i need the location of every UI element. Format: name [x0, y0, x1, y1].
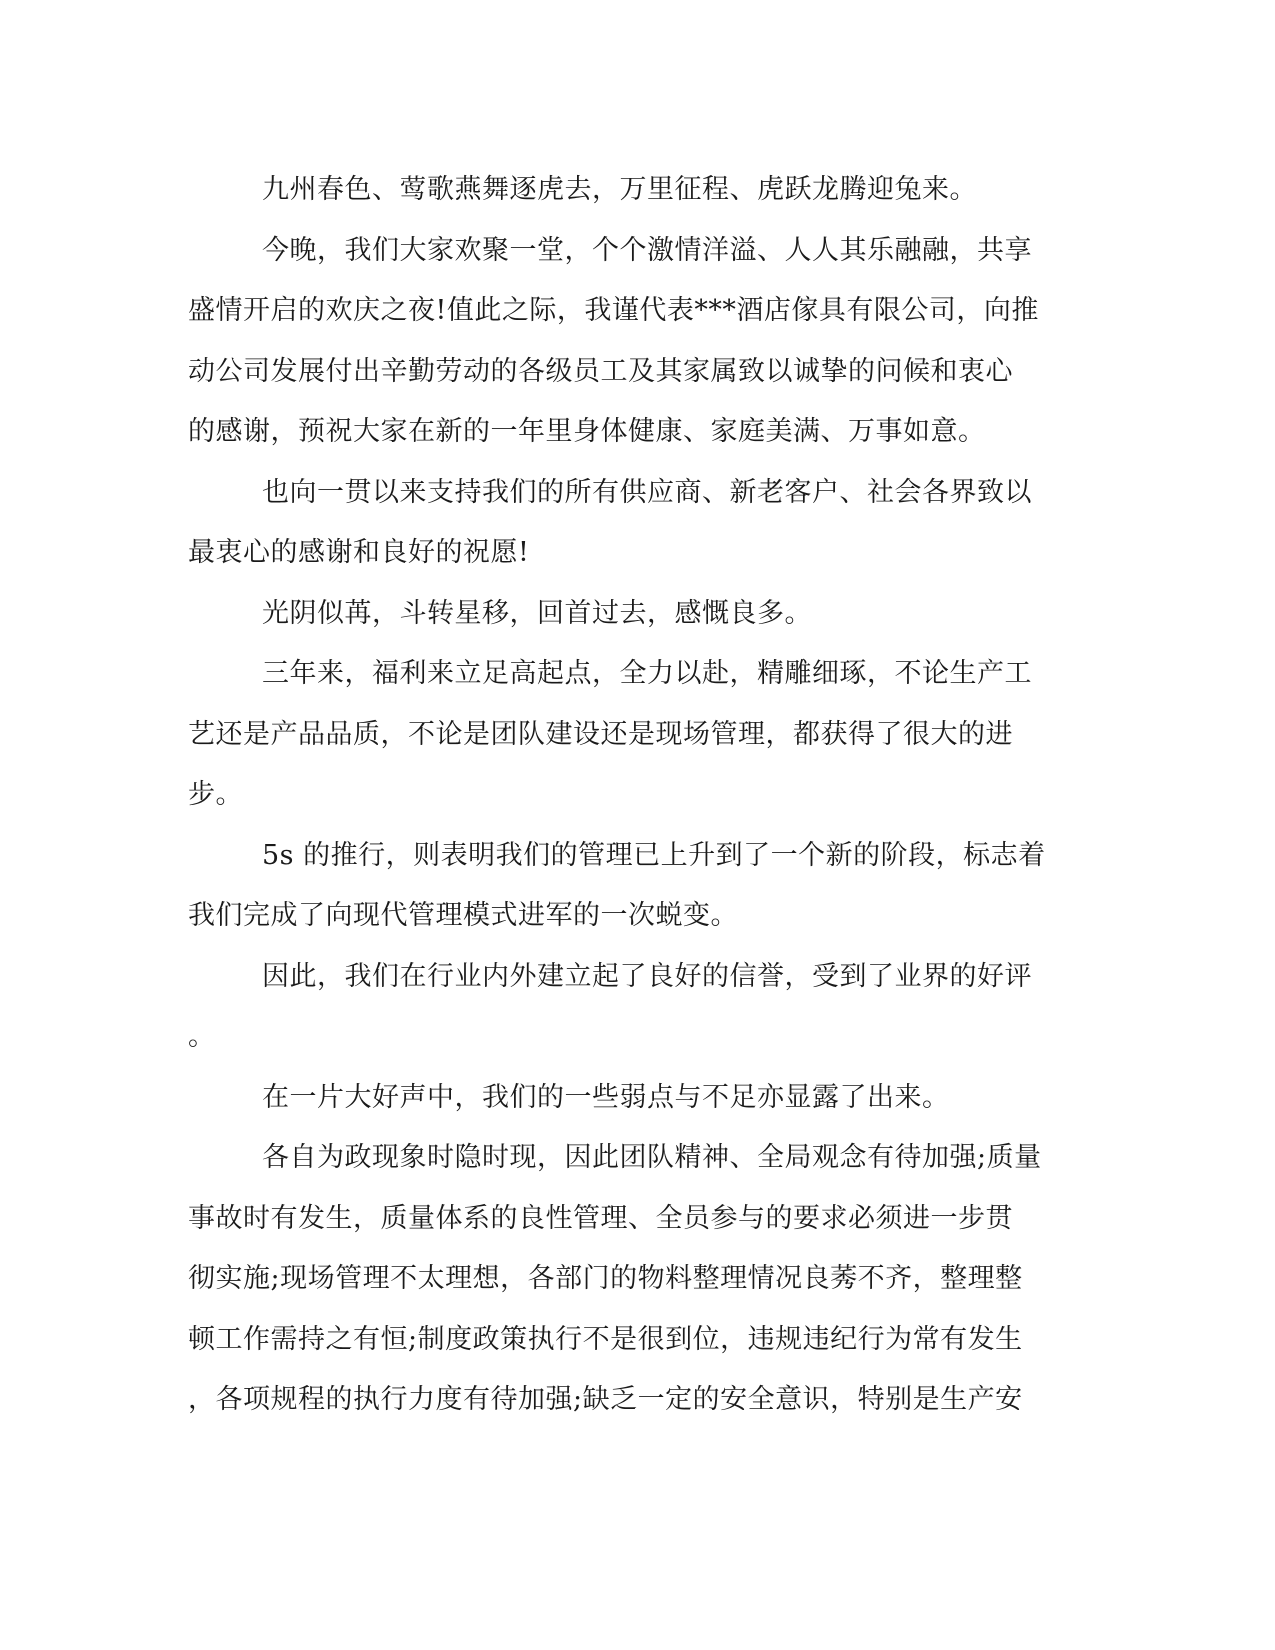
text-line: ，各项规程的执行力度有待加强;缺乏一定的安全意识，特别是生产安 — [188, 1384, 1023, 1415]
paragraph-2 — [188, 221, 1088, 463]
text-line: 。 — [188, 1021, 216, 1052]
text-line: 顿工作需持之有恒;制度政策执行不是很到位，违规违纪行为常有发生 — [188, 1323, 1023, 1355]
text-line: 今晚，我们大家欢聚一堂，个个激情洋溢、人人其乐融融，共享 — [262, 234, 1032, 266]
paragraph-1 — [188, 160, 1088, 221]
text-line: 因此，我们在行业内外建立起了良好的信誉，受到了业界的好评 — [262, 960, 1032, 992]
text-line: 艺还是产品品质，不论是团队建设还是现场管理，都获得了很大的进 — [188, 718, 1013, 750]
text-line: 在一片大好声中，我们的一些弱点与不足亦显露了出来。 — [262, 1081, 950, 1113]
text-line: 事故时有发生，质量体系的良性管理、全员参与的要求必须进一步贯 — [188, 1202, 1013, 1234]
text-line: 动公司发展付出辛勤劳动的各级员工及其家属致以诚挚的问候和衷心 — [188, 355, 1013, 387]
text-line: 步。 — [188, 779, 243, 810]
paragraph-3 — [188, 463, 1088, 584]
paragraph-8 — [188, 1068, 1088, 1129]
text-line: 各自为政现象时隐时现，因此团队精神、全局观念有待加强;质量 — [262, 1142, 1042, 1173]
text-line: 的感谢，预祝大家在新的一年里身体健康、家庭美满、万事如意。 — [188, 416, 986, 447]
text-line: 三年来，福利来立足高起点，全力以赴，精雕细琢，不论生产工 — [262, 658, 1032, 689]
text-line: 我们完成了向现代管理模式进军的一次蜕变。 — [188, 900, 738, 931]
text-line: 盛情开启的欢庆之夜!值此之际，我谨代表***酒店傢具有限公司，向推 — [188, 295, 1039, 326]
text-line: 最衷心的感谢和良好的祝愿! — [188, 537, 530, 568]
text-line: 也向一贯以来支持我们的所有供应商、新老客户、社会各界致以 — [262, 476, 1032, 508]
text-line: 彻实施;现场管理不太理想，各部门的物料整理情况良莠不齐，整理整 — [188, 1263, 1023, 1294]
paragraph-4 — [188, 584, 1088, 645]
paragraph-5 — [188, 644, 1088, 826]
text-line: 光阴似苒，斗转星移，回首过去，感慨良多。 — [262, 597, 812, 629]
text-line: 九州春色、莺歌燕舞逐虎去，万里征程、虎跃龙腾迎兔来。 — [262, 174, 977, 205]
document-body — [188, 160, 1088, 1431]
text-line: 5s 的推行，则表明我们的管理已上升到了一个新的阶段，标志着 — [262, 839, 1046, 871]
paragraph-7 — [188, 947, 1088, 1068]
paragraph-9 — [188, 1128, 1088, 1431]
paragraph-6 — [188, 826, 1088, 947]
